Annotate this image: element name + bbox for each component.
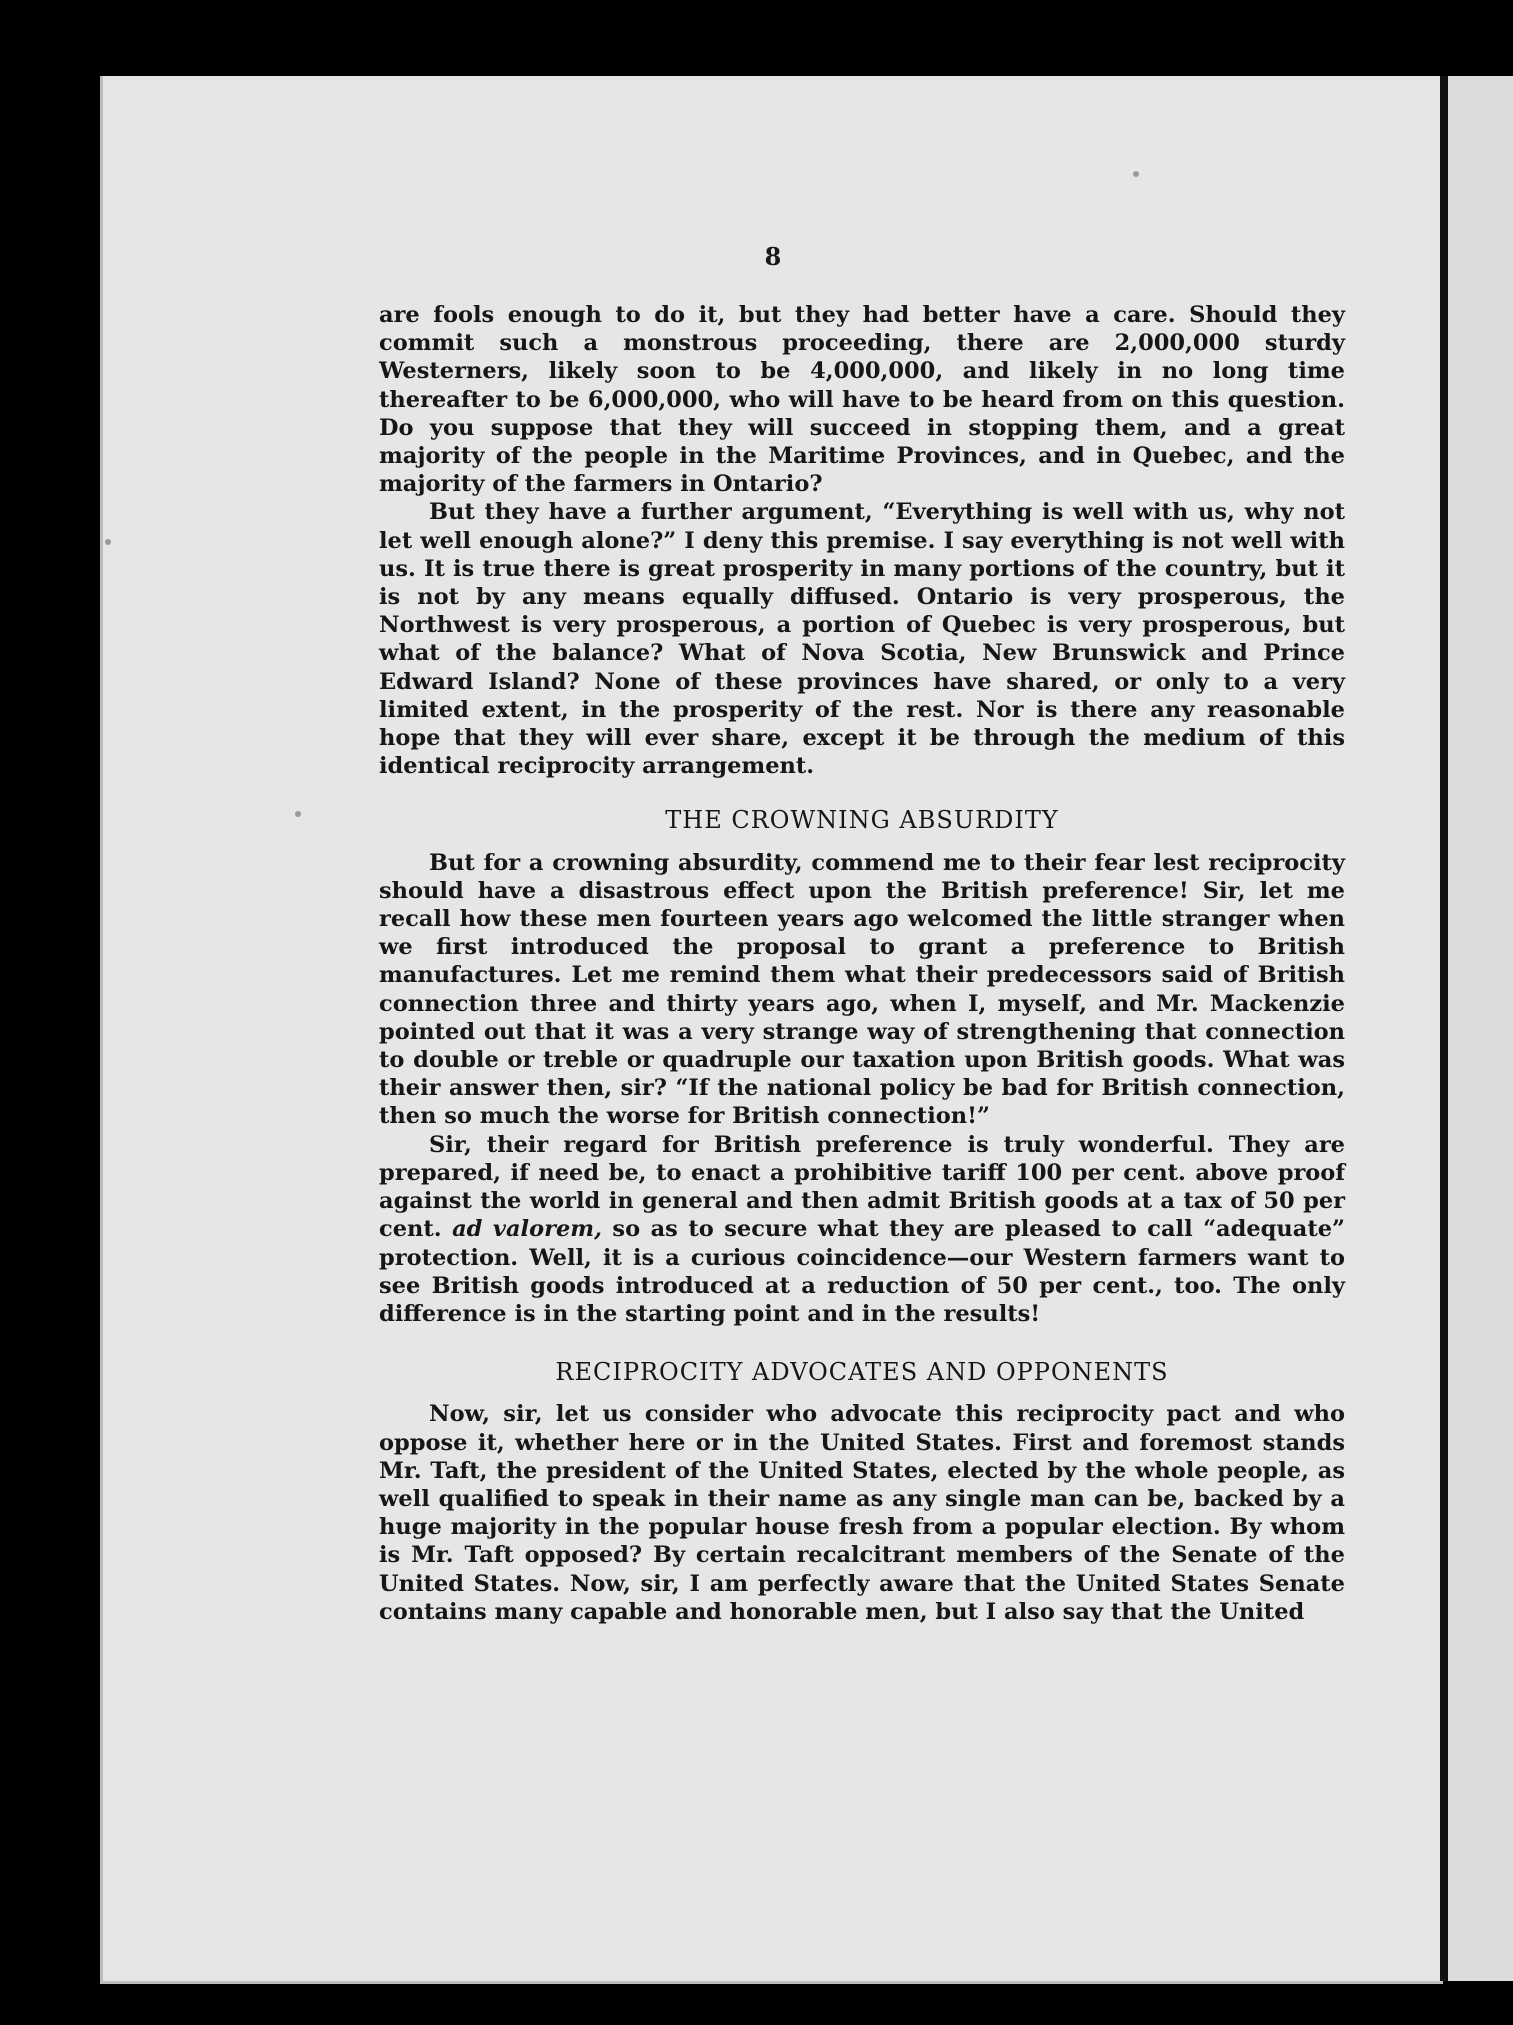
section-heading-reciprocity-advocates: RECIPROCITY ADVOCATES AND OPPONENTS [555,1358,1169,1387]
page-fold-shadow [1440,76,1448,1981]
scan-speck [105,539,111,545]
scan-speck [1133,171,1139,177]
paragraph-intro-1: are fools enough to do it, but they had better have a care. Should they commit such a monstrous proceeding, there are 2,000,000 sturdy Westerners, likely soon to be 4,000,000, and likely in no long time thereafter to be 6,000,000, who will have to be heard from on this question. Do you suppose that they will succeed in stopping them, and a great majority of the people in the Maritime Provinces, and in Quebec, and the majority of the farmers in Ontario? [379,302,1345,498]
italic-phrase-ad-valorem: ad valorem, [452,1216,602,1243]
paragraph-section1-2 [379,1131,1345,1328]
document-page [100,76,1443,1984]
section-heading-crowning-absurdity: THE CROWNING ABSURDITY [665,806,1059,835]
paragraph-section1-2-part-a: Sir, their regard for British preference is truly wonderful. They are prepared, if need be, to enact a prohibitive tariff 100 per cent. above proof against the world in general and then admit British goods at a tax of 50 per cent. [379,1131,1345,1243]
paragraph-section1-2-part-b: so as to secure what they are pleased to call “adequate” protection. Well, it is a curious coincidence—our Western farmers want to see British goods introduced at a reduction of 50 per cent., too. The only difference is in the starting point and in the results! [379,1216,1345,1327]
text-column [379,301,1345,1626]
paragraph-section2-1: Now, sir, let us consider who advocate this reciprocity pact and who oppose it, whether here or in the United States. First and foremost stands Mr. Taft, the president of the United States, elected by the whole people, as well qualified to speak in their name as any single man can be, backed by a huge majority in the popular house fresh from a popular election. By whom is Mr. Taft opposed? By certain recalcitrant members of the Senate of the United States. Now, sir, I am perfectly aware that the United States Senate contains many capable and honorable men, but I also say that the United [379,1401,1345,1625]
adjacent-page-edge [1448,76,1513,1981]
paragraph-intro-2: But they have a further argument, “Everything is well with us, why not let well enough alone?” I deny this premise. I say everything is not well with us. It is true there is great prosperity in many portions of the country, but it is not by any means equally diffused. Ontario is very prosperous, the Northwest is very prosperous, a portion of Quebec is very prosperous, but what of the balance? What of Nova Scotia, New Brunswick and Prince Edward Island? None of these provinces have shared, or only to a very limited extent, in the prosperity of the rest. Nor is there any reasonable hope that they will ever share, except it be through the medium of this identical reciprocity arrangement. [379,499,1345,780]
page-number: 8 [764,242,782,271]
scan-speck [295,811,301,817]
paragraph-section1-1: But for a crowning absurdity, commend me to their fear lest reciprocity should have a disastrous effect upon the British preference! Sir, let me recall how these men fourteen years ago welcomed the little stranger when we first introduced the proposal to grant a preference to British manufactures. Let me remind them what their predecessors said of British connection three and thirty years ago, when I, myself, and Mr. Mackenzie pointed out that it was a very strange way of strengthening that connection to double or treble or quadruple our taxation upon British goods. What was their answer then, sir? “If the national policy be bad for British connection, then so much the worse for British connection!” [379,849,1345,1130]
